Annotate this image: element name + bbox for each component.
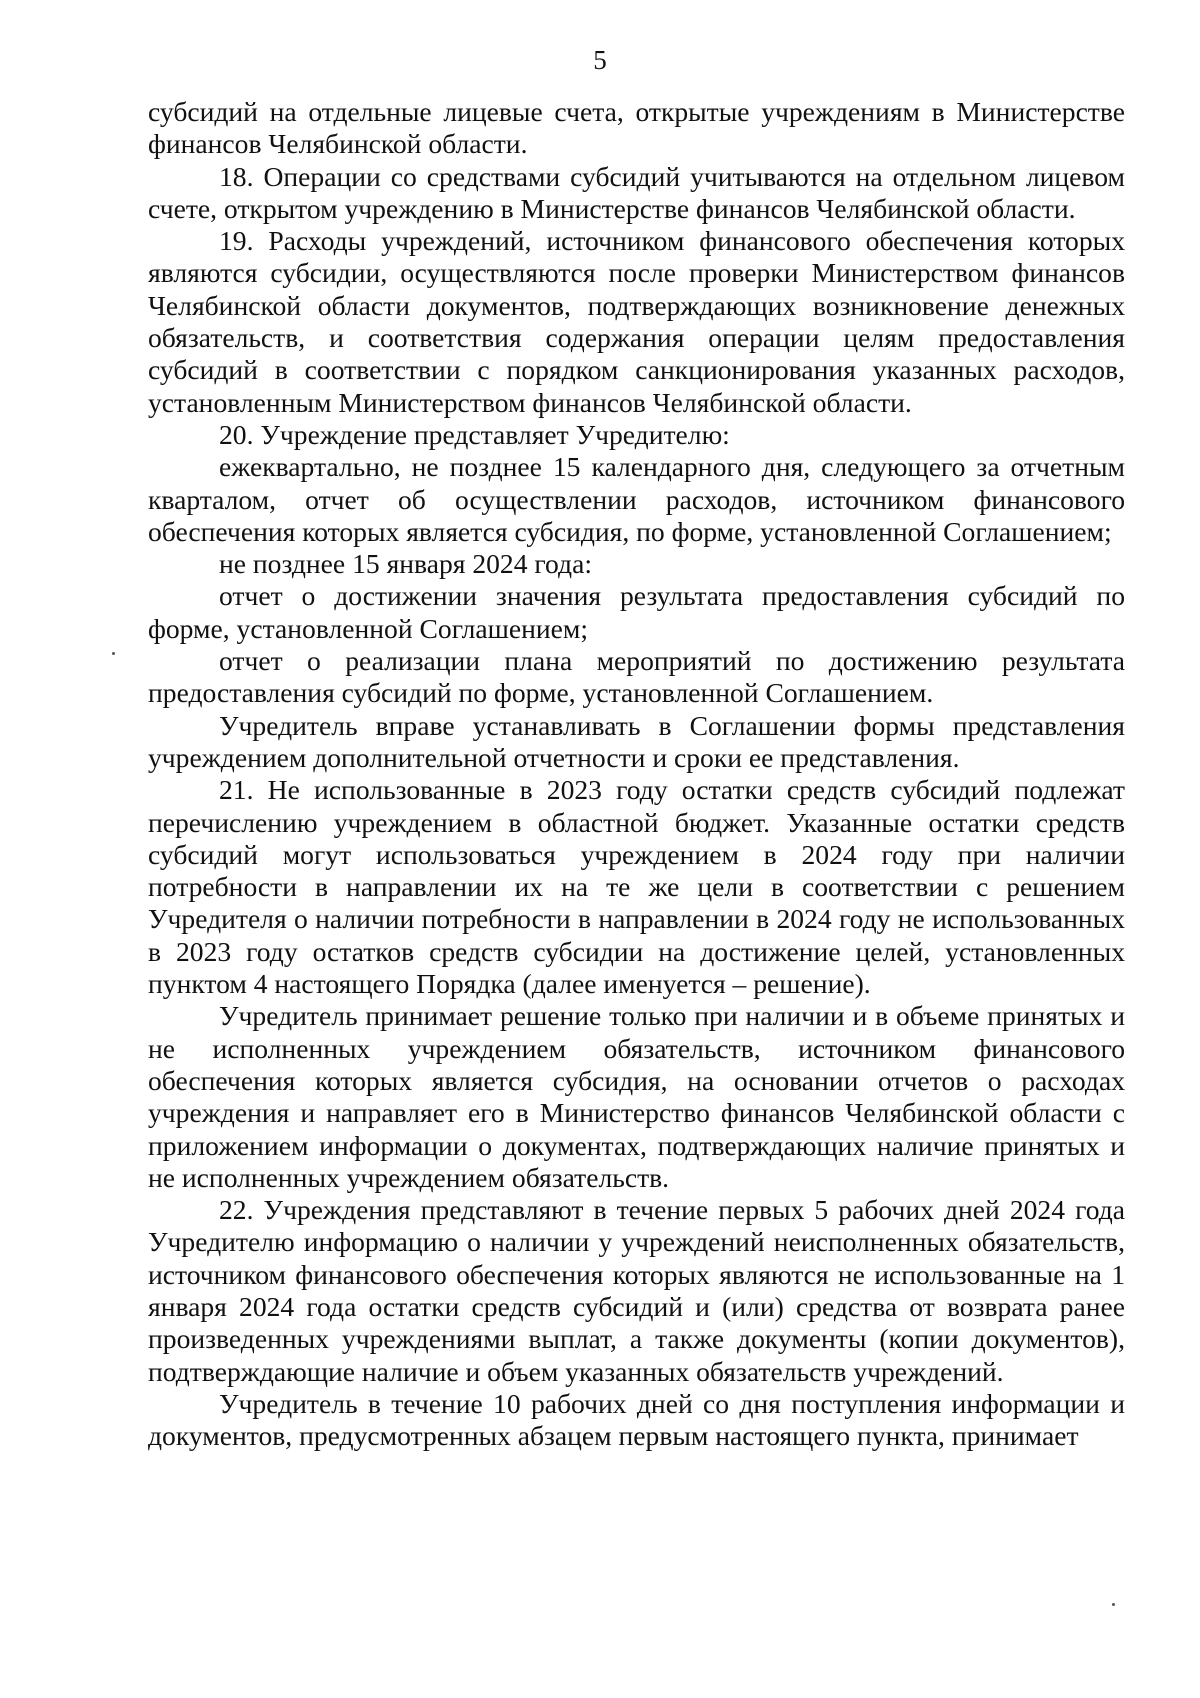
paragraph-item-18: 18. Операции со средствами субсидий учитываются на отдельном лицевом счете, открытом учреждению в Министерстве финансов Челябинской области.: [148, 160, 1125, 224]
paragraph-item-19: 19. Расходы учреждений, источником финансового обеспечения которых являются субсидии, осуществляются после проверки Министерством финансов Челябинской области документов, подтверждающих возникновение денежных обязательств, и соответствия содержания операции целям предоставления субсидий в соответствии с порядком санкционирования указанных расходов, установленным Министерством финансов Челябинской области.: [148, 225, 1125, 418]
paragraph-result-report: отчет о достижении значения результата предоставления субсидий по форме, установленной Соглашением;: [148, 580, 1125, 644]
paragraph-additional-reporting: Учредитель вправе устанавливать в Соглашении формы представления учреждением дополнительной отчетности и сроки ее представления.: [148, 709, 1125, 773]
paragraph-item-21: 21. Не использованные в 2023 году остатки средств субсидий подлежат перечислению учреждением в областной бюджет. Указанные остатки средств субсидий могут использоваться учреждением в 2024 году при наличии потребности в направлении их на те же цели в соответствии с решением Учредителя о наличии потребности в направлении в 2024 году не использованных в 2023 году остатков средств субсидии на достижение целей, установленных пунктом 4 настоящего Порядка (далее именуется – решение).: [148, 774, 1125, 1000]
paragraph-item-22: 22. Учреждения представляют в течение первых 5 рабочих дней 2024 года Учредителю информацию о наличии у учреждений неисполненных обязательств, источником финансового обеспечения которых являются не использованные на 1 января 2024 года остатки средств субсидий и (или) средства от возврата ранее произведенных учреждениями выплат, а также документы (копии документов), подтверждающие наличие и объем указанных обязательств учреждений.: [148, 1194, 1125, 1387]
paragraph-decision: Учредитель принимает решение только при наличии и в объеме принятых и не исполненных учреждением обязательств, источником финансового обеспечения которых является субсидия, на основании отчетов о расходах учреждения и направляет его в Министерство финансов Челябинской области с приложением информации о документах, подтверждающих наличие принятых и не исполненных учреждением обязательств.: [148, 1000, 1125, 1193]
paragraph-plan-report: отчет о реализации плана мероприятий по достижению результата предоставления субсидий по форме, установленной Соглашением.: [148, 645, 1125, 709]
paragraph-quarterly-report: ежеквартально, не позднее 15 календарного дня, следующего за отчетным кварталом, отчет об осуществлении расходов, источником финансового обеспечения которых является субсидия, по форме, установленной Соглашением;: [148, 451, 1125, 547]
paragraph-deadline: не позднее 15 января 2024 года:: [219, 548, 593, 580]
scan-speck: [112, 652, 115, 655]
paragraph-item-20: 20. Учреждение представляет Учредителю:: [219, 418, 730, 450]
paragraph-continuation: субсидий на отдельные лицевые счета, открытые учреждениям в Министерстве финансов Челябинской области.: [148, 96, 1125, 160]
document-body: [148, 96, 1125, 1452]
scan-speck: [1112, 1603, 1115, 1606]
paragraph-final: Учредитель в течение 10 рабочих дней со дня поступления информации и документов, предусмотренных абзацем первым настоящего пункта, принимает: [148, 1387, 1125, 1452]
page-number: 5: [593, 45, 607, 75]
